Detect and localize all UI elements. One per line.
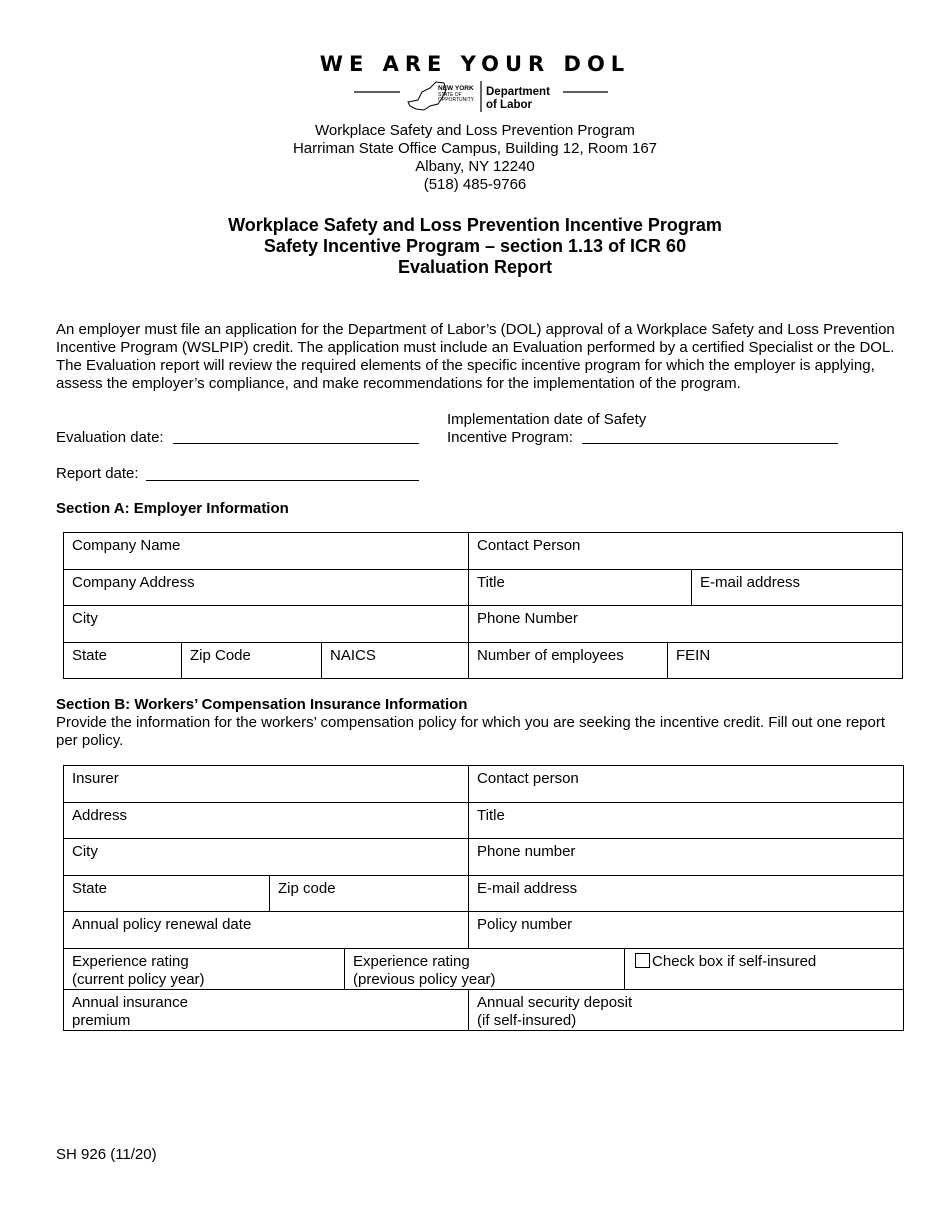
renewal-date-field[interactable]	[64, 912, 469, 949]
title-field[interactable]	[469, 570, 692, 606]
state-label: State	[72, 647, 108, 664]
address-line: Albany, NY 12240	[415, 158, 535, 175]
implementation-date-label-line1: Implementation date of Safety	[447, 411, 647, 428]
intro-paragraph: An employer must file an application for the Department of Labor’s (DOL) approval of a Workplace Safety and Loss Prevention Incentive Program (WSLPIP) credit. The application must include an Evaluation performed by a certified Specialist or the DOL. The Evaluation report will review the required elements of the specific incentive program for which the employer is applying, assess the employer’s compliance, and make recommendations for the implementation of the program.	[56, 321, 895, 392]
program-address	[0, 122, 950, 194]
contact-person-label: Contact Person	[477, 537, 581, 554]
naics-field[interactable]	[322, 643, 469, 679]
company-address-field[interactable]	[64, 570, 469, 606]
insurer-state-field[interactable]	[64, 876, 270, 912]
insurer-phone-field[interactable]	[469, 839, 904, 876]
insurer-address-field[interactable]	[64, 803, 469, 839]
experience-rating-current-field[interactable]	[64, 949, 345, 990]
self-insured-checkbox[interactable]	[635, 953, 650, 968]
insurer-email-field[interactable]	[469, 876, 904, 912]
experience-rating-previous-field[interactable]	[345, 949, 625, 990]
section-b-heading: Section B: Workers’ Compensation Insurance Information	[56, 696, 468, 713]
experience-rating-current-label-2: (current policy year)	[72, 971, 205, 988]
title-line: Workplace Safety and Loss Prevention Incentive Program	[228, 215, 722, 235]
self-insured-cell	[625, 949, 904, 990]
evaluation-date-field[interactable]	[173, 443, 419, 444]
city-label: City	[72, 610, 98, 627]
annual-premium-field[interactable]	[64, 990, 469, 1031]
zip-code-label: Zip Code	[190, 647, 251, 664]
phone-number-field[interactable]	[469, 606, 903, 643]
insurer-email-label: E-mail address	[477, 880, 578, 897]
company-name-label: Company Name	[72, 537, 181, 554]
email-label: E-mail address	[700, 574, 801, 591]
company-address-label: Company Address	[72, 574, 195, 591]
fein-field[interactable]	[668, 643, 903, 679]
logo-state-line3: OPPORTUNITY.	[438, 97, 475, 103]
title-line: Safety Incentive Program – section 1.13 of ICR 60	[263, 236, 687, 256]
insurer-state-label: State	[72, 880, 108, 897]
evaluation-date-label: Evaluation date:	[56, 429, 164, 446]
insurer-zip-field[interactable]	[270, 876, 469, 912]
logo-state-line1: NEW YORK	[438, 85, 474, 92]
logo-dept-line2: of Labor	[486, 99, 532, 111]
insurer-title-label: Title	[477, 807, 505, 824]
annual-premium-label-2: premium	[72, 1012, 131, 1029]
insurer-contact-person-label: Contact person	[477, 770, 579, 787]
experience-rating-previous-label-2: (previous policy year)	[353, 971, 496, 988]
insurer-label: Insurer	[72, 770, 119, 787]
self-insured-label: Check box if self-insured	[652, 953, 817, 970]
employer-info-table	[63, 532, 903, 679]
renewal-date-label: Annual policy renewal date	[72, 916, 252, 933]
insurer-contact-person-field[interactable]	[469, 766, 904, 803]
phone-number-label: Phone Number	[477, 610, 578, 627]
document-title	[0, 215, 950, 278]
insurer-title-field[interactable]	[469, 803, 904, 839]
experience-rating-previous-label-1: Experience rating	[353, 953, 470, 970]
company-name-field[interactable]	[64, 533, 469, 570]
insurer-city-label: City	[72, 843, 98, 860]
state-field[interactable]	[64, 643, 182, 679]
policy-number-label: Policy number	[477, 916, 573, 933]
security-deposit-label-2: (if self-insured)	[477, 1012, 577, 1029]
insurer-field[interactable]	[64, 766, 469, 803]
policy-number-field[interactable]	[469, 912, 904, 949]
implementation-date-label-line2: Incentive Program:	[447, 429, 573, 446]
nys-dol-logo-graphic	[350, 80, 610, 114]
address-line: Harriman State Office Campus, Building 12, Room 167	[292, 140, 658, 157]
security-deposit-label-1: Annual security deposit	[477, 994, 633, 1011]
nys-dol-logo	[350, 80, 610, 114]
insurer-zip-label: Zip code	[278, 880, 336, 897]
insurer-phone-label: Phone number	[477, 843, 576, 860]
email-field[interactable]	[692, 570, 903, 606]
experience-rating-current-label-1: Experience rating	[72, 953, 189, 970]
number-of-employees-field[interactable]	[469, 643, 668, 679]
contact-person-field[interactable]	[469, 533, 903, 570]
form-number: SH 926 (11/20)	[56, 1146, 157, 1163]
report-date-label: Report date:	[56, 465, 139, 482]
number-of-employees-label: Number of employees	[477, 647, 624, 664]
address-line: (518) 485-9766	[423, 176, 527, 193]
naics-label: NAICS	[330, 647, 376, 664]
implementation-date-field[interactable]	[582, 443, 838, 444]
section-a-heading: Section A: Employer Information	[56, 500, 289, 517]
city-field[interactable]	[64, 606, 469, 643]
report-date-field[interactable]	[146, 480, 419, 481]
logo-dept-line1: Department	[486, 86, 550, 98]
insurer-address-label: Address	[72, 807, 128, 824]
annual-premium-label-1: Annual insurance	[72, 994, 188, 1011]
fein-label: FEIN	[676, 647, 711, 664]
title-label: Title	[477, 574, 505, 591]
zip-code-field[interactable]	[182, 643, 322, 679]
title-line: Evaluation Report	[397, 257, 553, 277]
dol-tagline: WE ARE YOUR DOL	[319, 52, 631, 76]
logo-state-line2: STATE OF	[438, 92, 462, 98]
section-b-description: Provide the information for the workers’ compensation policy for which you are seeking the incentive credit. Fill out one report per policy.	[56, 714, 886, 749]
insurance-info-table	[63, 765, 904, 1031]
security-deposit-field[interactable]	[469, 990, 904, 1031]
address-line: Workplace Safety and Loss Prevention Program	[315, 122, 635, 139]
insurer-city-field[interactable]	[64, 839, 469, 876]
